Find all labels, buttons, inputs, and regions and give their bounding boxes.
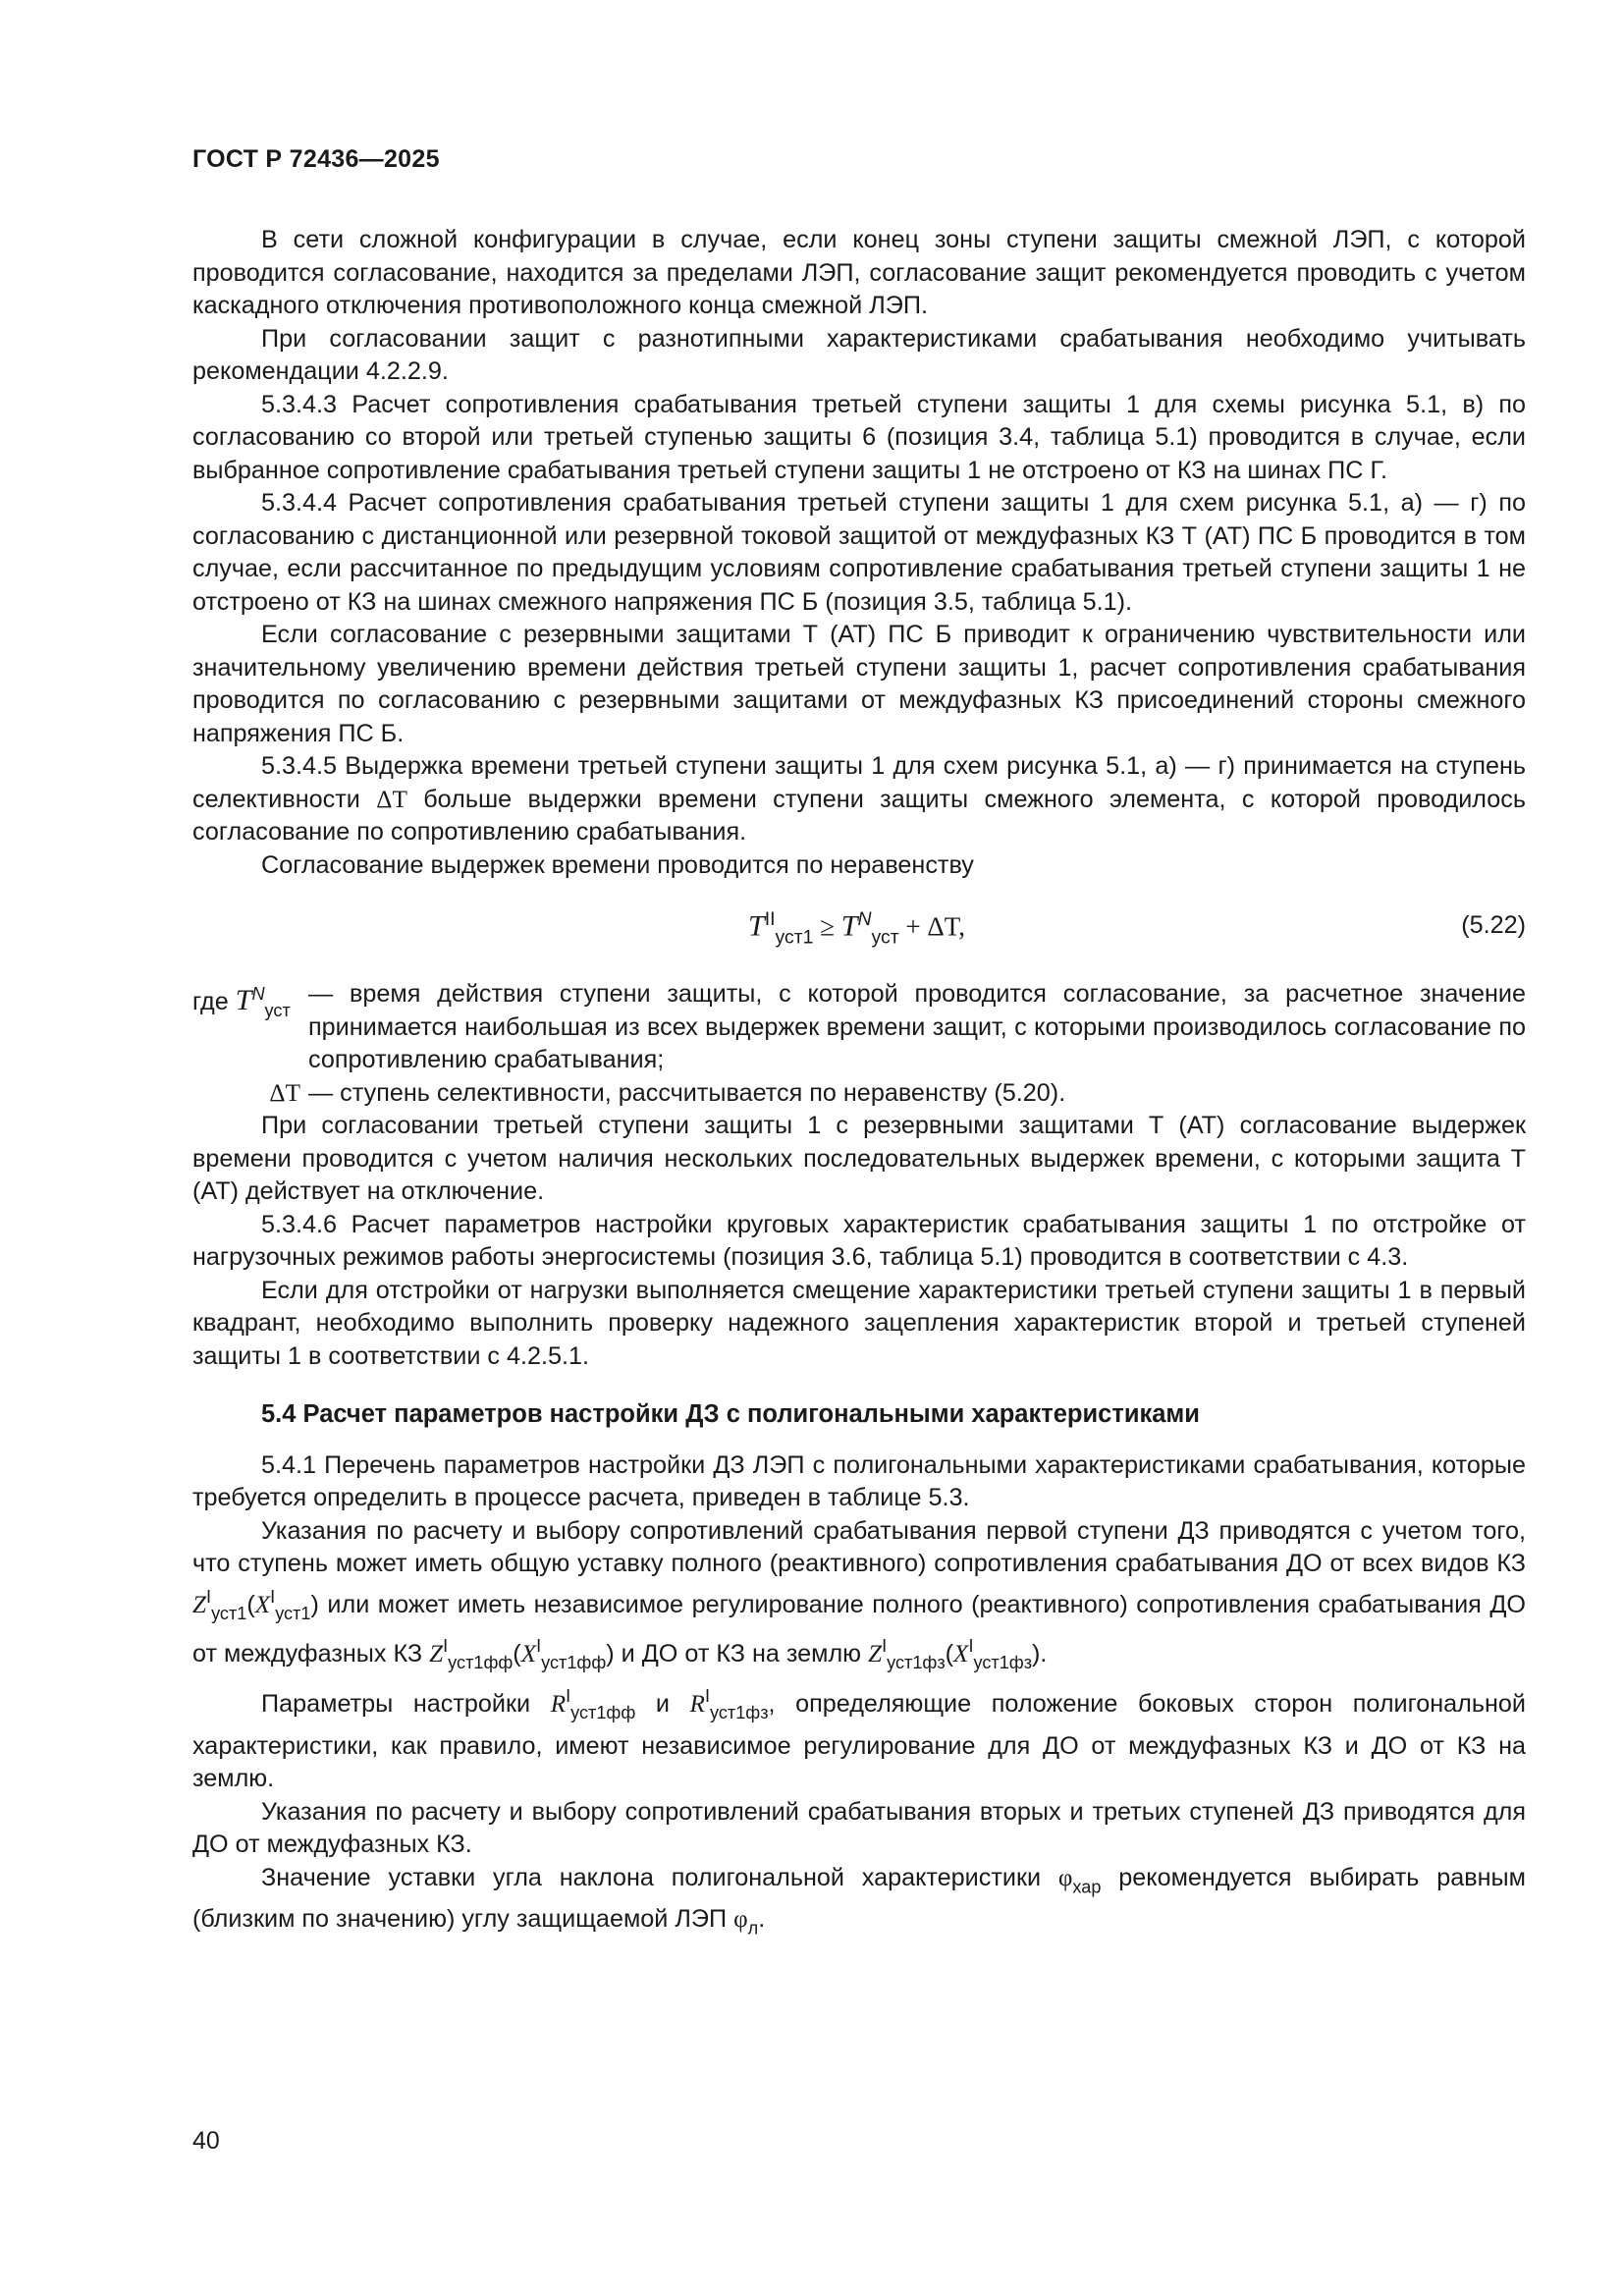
symbol-sub: уст1фф <box>448 1653 514 1673</box>
formula-expression <box>748 903 965 955</box>
paragraph: В сети сложной конфигурации в случае, если конец зоны ступени защиты смежной ЛЭП, с которой проводится согласование, находится за пределами ЛЭП, согласование защит рекомендуется проводить с учетом каскадного отключения противоположного конца смежной ЛЭП. <box>192 226 1526 319</box>
where-sym2: ΔT <box>269 1079 300 1107</box>
paragraph: При согласовании защит с разнотипными характеристиками срабатывания необходимо учитывать рекомендации 4.2.2.9. <box>192 324 1526 385</box>
symbol-sub: уст1 <box>211 1603 247 1623</box>
where-sym1-sub: уст <box>264 1001 291 1021</box>
paragraph: Указания по расчету и выбору сопротивлений срабатывания вторых и третьих ступеней ДЗ приводятся для ДО от междуфазных КЗ. <box>192 1797 1526 1859</box>
paragraph: 5.4.1 Перечень параметров настройки ДЗ ЛЭП с полигональными характеристиками срабатывания, которые требуется определить в процессе расчета, приведен в таблице 5.3. <box>192 1450 1526 1511</box>
formula-lhs: T <box>748 909 765 943</box>
symbol-r: R <box>550 1690 567 1718</box>
paragraph <box>192 1515 1526 1680</box>
where-sym1: T <box>235 983 252 1016</box>
text-run: Параметры настройки <box>261 1689 551 1718</box>
where-desc-1: — время действия ступени защиты, с которой проводится согласование, за расчетное значение принимается наибольшая из всех выдержек времени защит, с которыми производилось согласование по сопротивлению срабатывания; <box>308 980 1526 1073</box>
symbol-sub: уст1 <box>275 1603 311 1623</box>
symbol-x: X <box>254 1591 271 1618</box>
text-run: 5.3.4.5 Выдержка времени третьей ступени защиты 1 для схем рисунка 5.1, а) — г) принимается на ступень селективности <box>192 752 1526 813</box>
paragraph: Если для отстройки от нагрузки выполняется смещение характеристики третьей ступени защиты 1 в первый квадрант, необходимо выполнить проверку надежного зацепления характеристик второй и третьей ступеней защиты 1 в соответствии с 4.2.5.1. <box>192 1276 1526 1370</box>
paren: ) <box>310 1590 319 1618</box>
standard-header: ГОСТ Р 72436—2025 <box>192 145 440 173</box>
formula-lhs-sup: II <box>764 908 776 930</box>
section-title: 5.4 Расчет параметров настройки ДЗ с полигональными характеристиками <box>261 1400 1200 1428</box>
formula-op: ≥ <box>813 911 841 942</box>
text-run: . <box>758 1905 766 1934</box>
symbol-sub: уст1фз <box>973 1653 1033 1673</box>
text-run: . <box>1040 1640 1048 1668</box>
text-run: и <box>635 1689 690 1718</box>
text-run: , определяющие положение боковых сторон полигональной характеристики, как правило, имеют независимое регулирование для ДО от междуфазных КЗ и ДО от КЗ на землю. <box>192 1689 1526 1793</box>
symbol-z: Z <box>192 1591 207 1618</box>
formula-plus: + ΔT, <box>898 911 965 942</box>
paragraph: 5.3.4.6 Расчет параметров настройки круговых характеристик срабатывания защиты 1 по отстройке от нагрузочных режимов работы энергосистемы (позиция 3.6, таблица 5.1) проводится в соответствии с 4.3. <box>192 1210 1526 1271</box>
where-list <box>192 978 1526 1110</box>
symbol-sub: уст1фз <box>709 1703 769 1723</box>
where-intro: где <box>192 987 236 1015</box>
formula-rhs-sub: уст <box>871 926 899 949</box>
symbol-sub: л <box>747 1918 759 1939</box>
formula-lhs-sub: уст1 <box>775 926 814 949</box>
paren: ( <box>513 1640 521 1668</box>
where-sym1-sup: N <box>251 984 265 1004</box>
paragraph: 5.3.4.4 Расчет сопротивления срабатывания третьей ступени защиты 1 для схем рисунка 5.1, а) — г) по согласованию с дистанционной или резервной токовой защитой от междуфазных КЗ Т (АТ) ПС Б проводится в том случае, если рассчитанное по предыдущим условиям сопротивление срабатывания третьей ступени защиты 1 не отстроено от КЗ на шинах смежного напряжения ПС Б (позиция 3.5, таблица 5.1). <box>192 489 1526 616</box>
text-run: больше выдержки времени ступени защиты смежного элемента, с которой проводилось согласование по сопротивлению срабатывания. <box>192 785 1526 846</box>
where-desc-2: — ступень селективности, рассчитывается по неравенству (5.20). <box>308 1078 1066 1107</box>
formula-5-22 <box>192 896 1526 964</box>
formula-rhs: T <box>840 909 858 943</box>
symbol-sup: I <box>536 1636 542 1657</box>
paragraph: 5.3.4.3 Расчет сопротивления срабатывания третьей ступени защиты 1 для схемы рисунка 5.1, в) по согласованию со второй или третьей ступенью защиты 6 (позиция 3.4, таблица 5.1) проводится в случае, если выбранное сопротивление срабатывания третьей ступени защиты 1 не отстроено от КЗ на шинах ПС Г. <box>192 390 1526 484</box>
where-symbol-1 <box>192 978 308 1077</box>
symbol-sup: I <box>206 1586 212 1607</box>
symbol-x: X <box>953 1641 969 1668</box>
paragraph: При согласовании третьей ступени защиты 1 с резервными защитами Т (АТ) согласование выдержек времени проводится с учетом наличия нескольких последовательных выдержек времени, с которыми защита Т (АТ) действует на отключение. <box>192 1112 1526 1205</box>
page-number: 40 <box>192 2127 220 2155</box>
symbol-r: R <box>689 1690 705 1718</box>
symbol-phi: φ <box>733 1906 748 1934</box>
where-symbol-2 <box>192 1077 308 1111</box>
text-run: и ДО от КЗ на землю <box>614 1640 869 1668</box>
formula-rhs-sup: N <box>857 908 872 930</box>
main-text <box>192 224 1526 1945</box>
symbol-x: X <box>520 1641 537 1668</box>
symbol-sup: I <box>566 1685 571 1706</box>
paragraph <box>192 1862 1526 1946</box>
delta-t-symbol: ΔT <box>376 786 407 813</box>
paren: ) <box>606 1640 615 1668</box>
text-run: или может иметь независимое регулирование полного (реактивного) сопротивления срабатывания ДО от междуфазных КЗ <box>192 1590 1526 1668</box>
paragraph <box>192 1680 1526 1796</box>
paragraph <box>192 750 1526 849</box>
symbol-sup: I <box>882 1636 888 1657</box>
symbol-sup: I <box>443 1636 449 1657</box>
formula-number: (5.22) <box>1461 911 1526 939</box>
paren: ( <box>246 1590 255 1618</box>
paren: ( <box>945 1640 954 1668</box>
symbol-phi: φ <box>1057 1864 1073 1891</box>
symbol-sub: уст1фз <box>887 1653 946 1673</box>
symbol-sup: I <box>968 1636 974 1657</box>
paragraph: Согласование выдержек времени проводится по неравенству <box>261 850 974 879</box>
text-run: рекомендуется выбирать равным (близким по значению) углу защищаемой ЛЭП <box>192 1863 1526 1934</box>
symbol-sub: уст1фф <box>541 1653 607 1673</box>
symbol-z: Z <box>429 1641 444 1668</box>
symbol-sub: хар <box>1072 1876 1102 1896</box>
symbol-sup: I <box>704 1685 710 1706</box>
symbol-sub: уст1фф <box>570 1703 636 1723</box>
paren: ) <box>1032 1640 1041 1668</box>
text-run: Указания по расчету и выбору сопротивлений срабатывания первой ступени ДЗ приводятся с учетом того, что ступень может иметь общую уставку полного (реактивного) сопротивления срабатывания ДО от всех видов КЗ <box>192 1516 1526 1577</box>
symbol-sup: I <box>270 1586 276 1607</box>
text-run: Значение уставки угла наклона полигональной характеристики <box>261 1863 1058 1891</box>
symbol-z: Z <box>868 1641 883 1668</box>
paragraph: Если согласование с резервными защитами Т (АТ) ПС Б приводит к ограничению чувствительности или значительному увеличению времени действия третьей ступени защиты 1, расчет сопротивления срабатывания проводится по согласованию с резервными защитами от междуфазных КЗ присоединений стороны смежного напряжения ПС Б. <box>192 621 1526 747</box>
